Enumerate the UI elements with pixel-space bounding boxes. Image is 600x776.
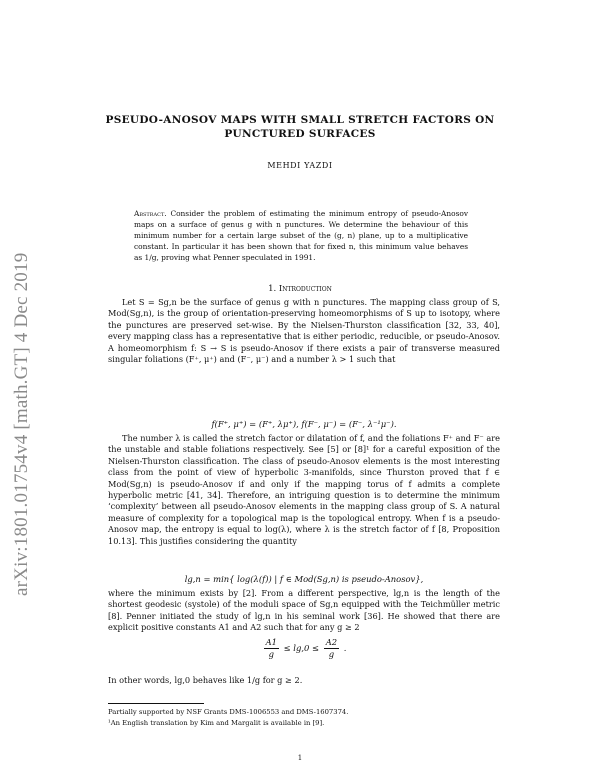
equation-foliations: f(F⁺, μ⁺) = (F⁺, λμ⁺), f(F⁻, μ⁻) = (F⁻, λ⁻¹μ⁻). (211, 419, 397, 429)
paper-title (100, 113, 500, 141)
abstract-text: Consider the problem of estimating the minimum entropy of pseudo-Anosov maps on a surface of genus g with n punctures. We determine the behaviour of this minimum number for a certain large subset of the (g, n) plane, up to a multiplicative constant. In particular it has been shown that for fixed n, this minimum value behaves as 1/g, proving what Penner speculated in 1991. (134, 209, 468, 262)
bound-end: . (343, 643, 347, 653)
title-line-1: PSEUDO-ANOSOV MAPS WITH SMALL STRETCH FACTORS ON (105, 114, 495, 126)
fraction-a1-numerator: A1 (265, 637, 277, 647)
equation-penner-bound (108, 637, 500, 660)
paragraph-4: In other words, lg,0 behaves like 1/g for g ≥ 2. (108, 675, 303, 685)
fraction-a2 (324, 637, 339, 660)
arxiv-identifier: arXiv:1801.01754v4 [math.GT] 4 Dec 2019 (11, 252, 32, 596)
footnote-funding: Partially supported by NSF Grants DMS-1006553 and DMS-1607374. (108, 708, 349, 716)
bound-middle: ≤ lg,0 ≤ (283, 643, 320, 653)
footnote-translation: ¹An English translation by Kim and Margalit is available in [9]. (108, 719, 325, 727)
page-number: 1 (297, 754, 303, 762)
equation-lgn: lg,n = min{ log(λ(f)) | f ∈ Mod(Sg,n) is pseudo-Anosov}, (184, 574, 424, 584)
author-name: MEHDI YAZDI (267, 161, 333, 170)
fraction-a2-denominator: g (328, 649, 335, 659)
section-heading: 1. Introduction (268, 284, 332, 294)
abstract-label: Abstract. (134, 209, 167, 218)
paragraph-2: The number λ is called the stretch factor or dilatation of f, and the foliations F⁺ and F⁻ are the unstable and stable foliations respectively. See [5] or [8]¹ for a careful exposition of the Nielsen-Thurston classification. The class of pseudo-Anosov elements is the most interesting class from the point of view of hyperbolic 3-manifolds, since Thurston proved that f ∈ Mod(Sg,n) is pseudo-Anosov if and only if the mapping torus of f admits a complete hyperbolic metric [41, 34]. Therefore, an intriguing question is to determine the minimum ‘complexity’ between all pseudo-Anosov elements in the mapping class group of S. A natural measure of complexity for a topological map is the topological entropy. When f is a pseudo-Anosov map, the entropy is equal to log(λ), where λ is the stretch factor of f [8, Proposition 10.13]. This justifies considering the quantity (108, 433, 500, 546)
paragraph-3: where the minimum exists by [2]. From a different perspective, lg,n is the length of the shortest geodesic (systole) of the moduli space of Sg,n equipped with the Teichmüller metric [8]. Penner initiated the study of lg,n in his seminal work [36]. He showed that there are explicit positive constants A1 and A2 such that for any g ≥ 2 (108, 588, 500, 633)
fraction-a1-denominator: g (268, 649, 274, 659)
abstract (134, 208, 468, 263)
title-line-2: PUNCTURED SURFACES (224, 128, 376, 140)
footnote-divider (108, 703, 204, 704)
paragraph-1: Let S = Sg,n be the surface of genus g with n punctures. The mapping class group of S, Mod(Sg,n), is the group of orientation-preserving homeomorphisms of S up to isotopy, where the punctures are preserved set-wise. By the Nielsen-Thurston classification [32, 33, 40], every mapping class has a representative that is either periodic, reducible, or pseudo-Anosov. A homeomorphism f: S → S is pseudo-Anosov if there exists a pair of transverse measured singular foliations (F⁺, μ⁺) and (F⁻, μ⁻) and a number λ > 1 such that (108, 297, 500, 365)
fraction-a1 (264, 637, 279, 660)
fraction-a2-numerator: A2 (325, 637, 338, 647)
